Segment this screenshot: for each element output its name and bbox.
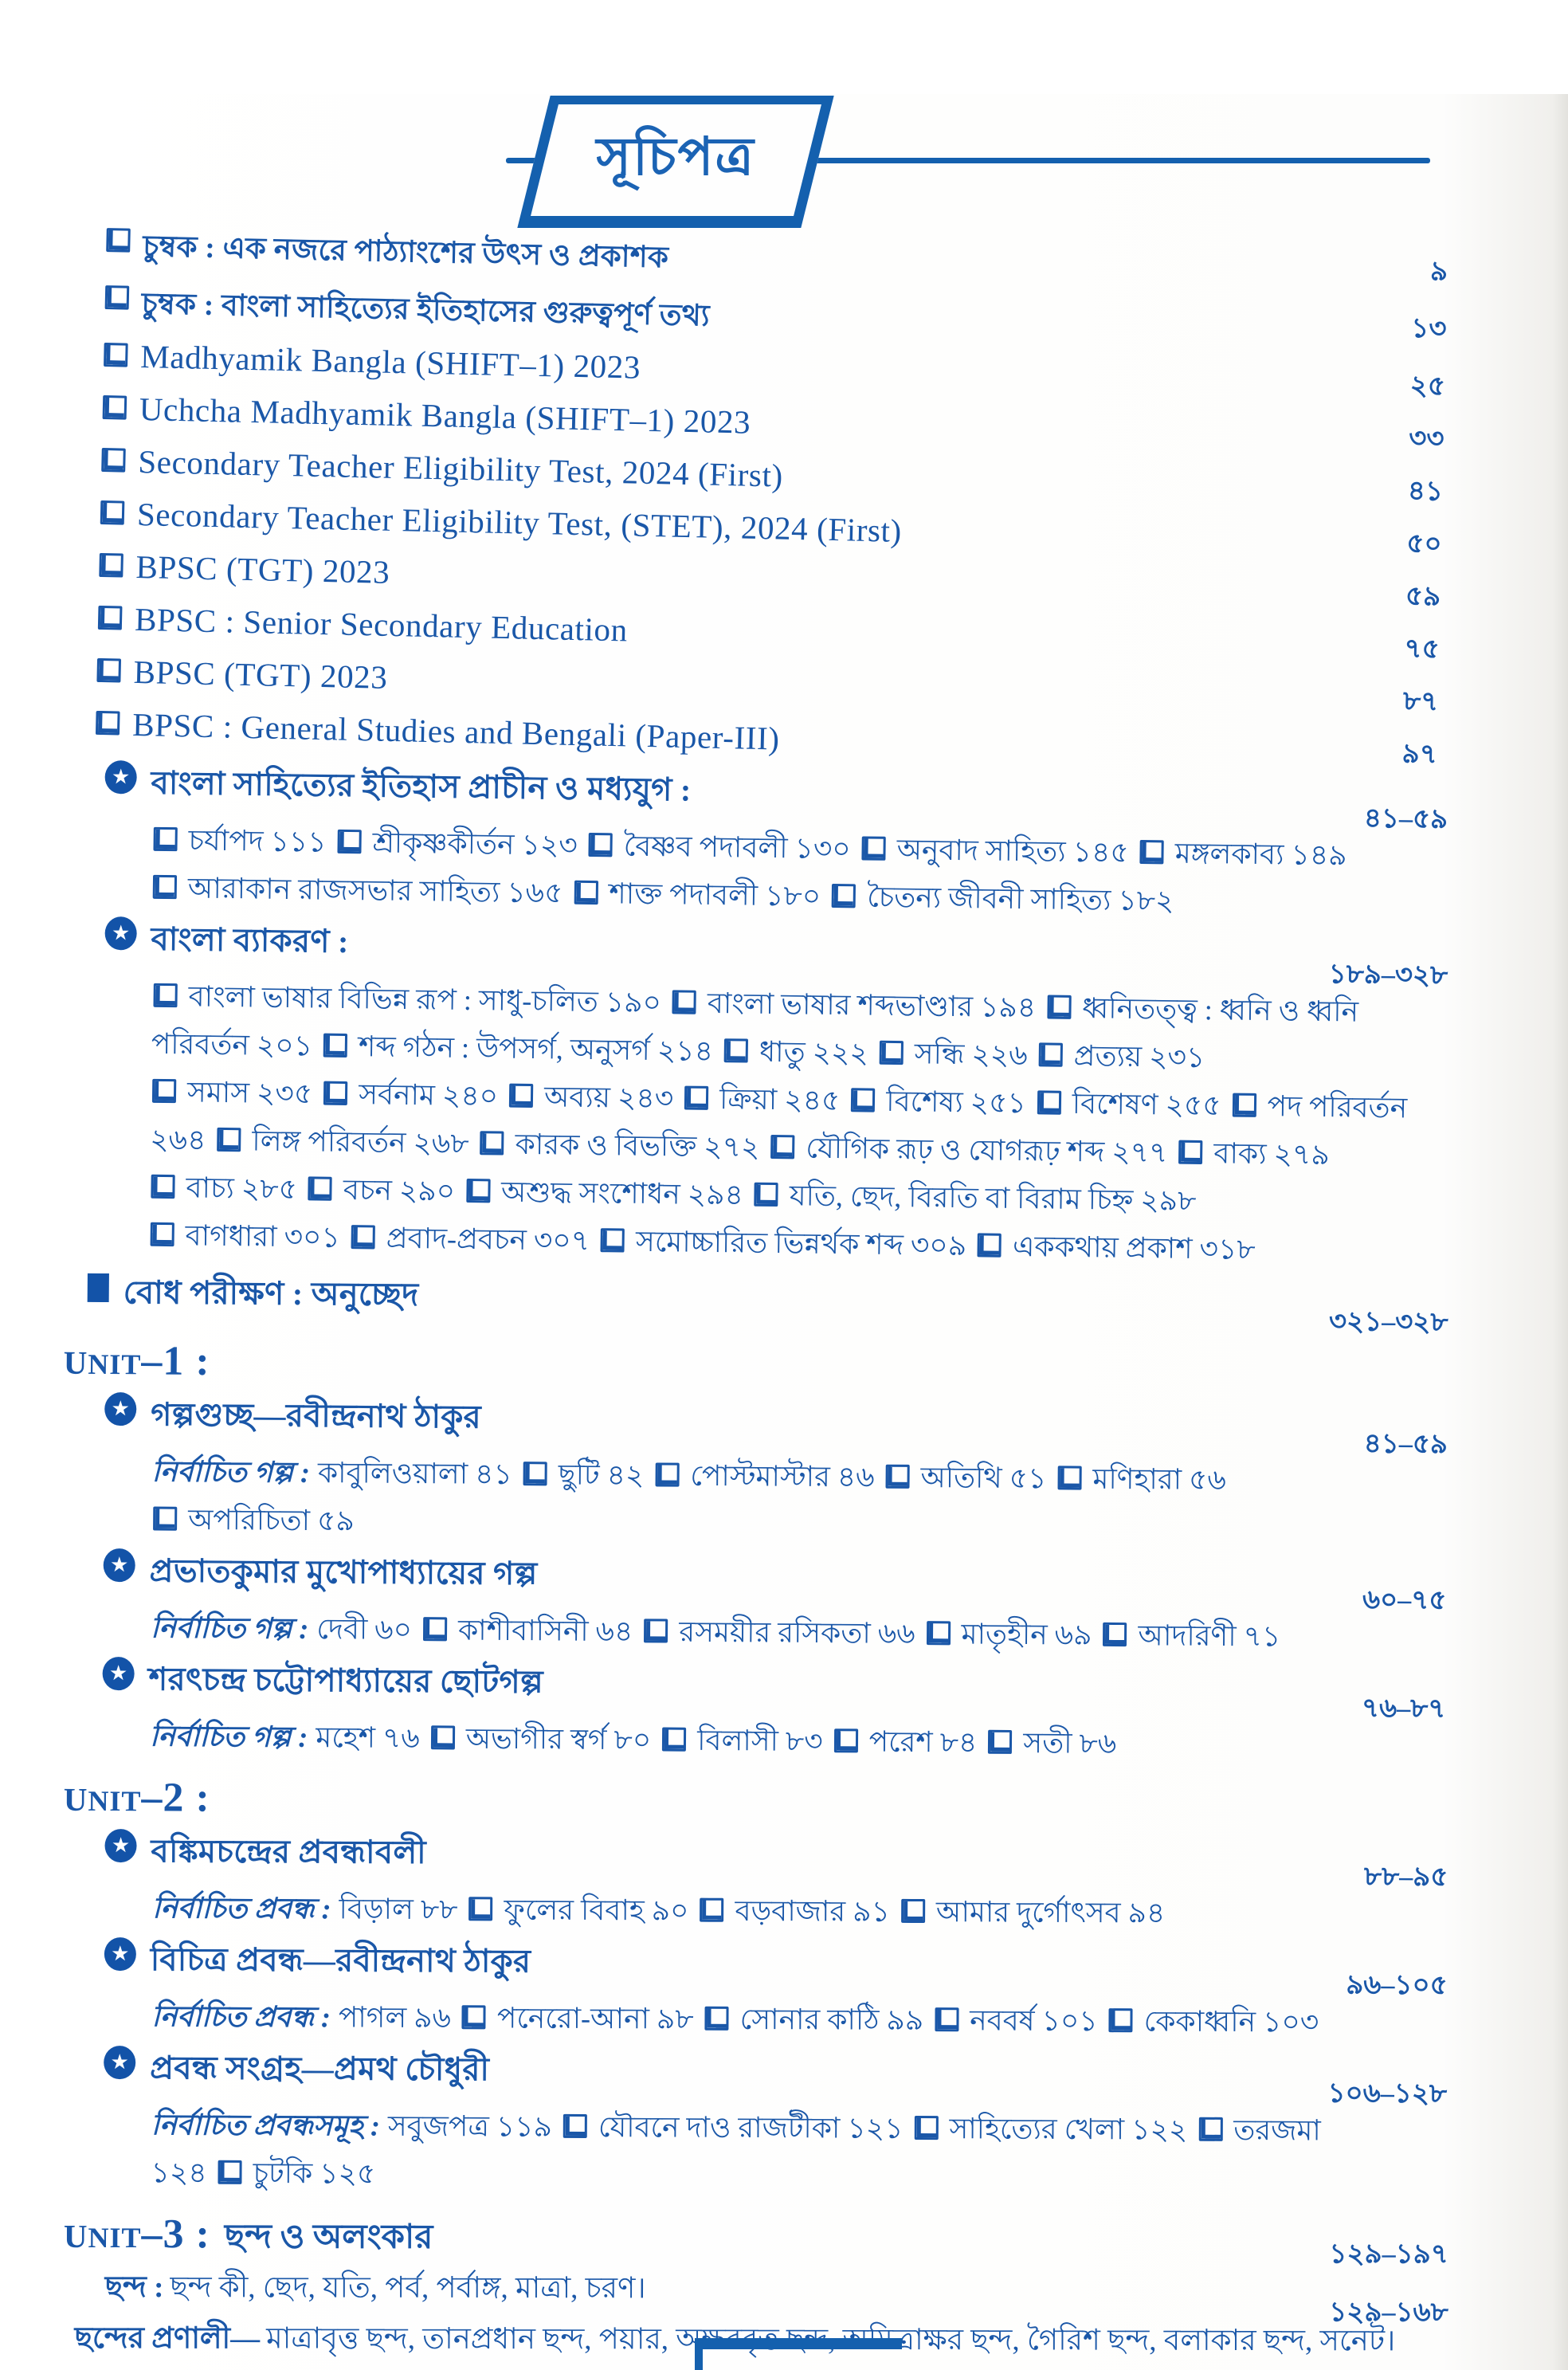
- subtopic-entry: ২৬৪: [150, 1123, 206, 1156]
- subtopic-entry: বিড়াল ৮৮: [339, 1893, 458, 1925]
- star-bullet-icon: [104, 1548, 135, 1582]
- subtopic-entry: অপরিচিতা ৫৯: [188, 1503, 355, 1537]
- checkbox-icon: [705, 2006, 729, 2030]
- toc-item-label: BPSC (TGT) 2023: [133, 653, 388, 696]
- subtopic-entry: কাবুলিওয়ালা ৪১: [317, 1456, 513, 1490]
- subtopic-entry: চুটকি ১২৫: [253, 2156, 376, 2190]
- subtopic-entry: অতিথি ৫১: [920, 1461, 1047, 1495]
- checkbox-icon: [337, 830, 361, 853]
- subtopic-entry: মাতৃহীন ৬৯: [961, 1618, 1092, 1651]
- page-range: ১২৯–১৬৮: [1329, 2297, 1448, 2328]
- toc-subtopics-line: [151, 1497, 1447, 1551]
- title-box: [517, 96, 833, 228]
- checkbox-icon: [755, 1183, 778, 1207]
- toc-subtopics-line: [151, 1995, 1447, 2044]
- toc-section-heading: [104, 913, 1448, 991]
- subtopics-lead: নির্বাচিত গল্প :: [150, 1611, 309, 1645]
- subtopic-entry: বিলাসী ৮৩: [697, 1724, 823, 1757]
- toc-subtopics-line: [150, 1714, 1445, 1768]
- checkbox-icon: [351, 1225, 375, 1249]
- subtopic-entry: সমোচ্চারিত ভিন্নর্থক শব্দ ৩০৯: [635, 1225, 967, 1262]
- checkbox-icon: [100, 500, 125, 525]
- checkbox-icon: [589, 833, 613, 857]
- toc-section-heading: [104, 1826, 1448, 1892]
- subtopic-entry: চৈতন্য জীবনী সাহিত্য ১৮২: [866, 881, 1174, 917]
- square-bullet-icon: [88, 1273, 109, 1302]
- subtopic-entry: শাক্ত পদাবলী ১৮০: [609, 877, 821, 912]
- page-range: ৬০–৭৫: [1362, 1585, 1447, 1616]
- page-range: ১৮৯–৩২৮: [1328, 959, 1448, 991]
- checkbox-icon: [655, 1462, 679, 1486]
- subtopic-entry: পদ পরিবর্তন: [1267, 1090, 1408, 1124]
- subtopic-entry: বিশেষ্য ২৫১: [886, 1085, 1027, 1120]
- subtopic-entry: সবুজপত্র ১১৯: [387, 2109, 553, 2143]
- toc-item-label: Secondary Teacher Eligibility Test, (STET), 2024 (First): [136, 495, 903, 549]
- checkbox-icon: [1178, 1140, 1202, 1164]
- star-bullet-icon: [104, 760, 137, 795]
- checkbox-icon: [431, 1725, 455, 1749]
- toc-item-label: Madhyamik Bangla (SHIFT–1) 2023: [139, 338, 641, 386]
- toc-subtopics-line: [151, 2103, 1447, 2152]
- checkbox-icon: [151, 1222, 174, 1246]
- subtopic-entry: অনুবাদ সাহিত্য ১৪৫: [896, 834, 1129, 869]
- toc-subtopics-line: [151, 2151, 1446, 2200]
- checkbox-icon: [96, 711, 120, 736]
- subtopic-entry: তরজমা: [1233, 2113, 1321, 2147]
- section-title: শরৎচন্দ্র চট্টোপাধ্যায়ের ছোটগল্প: [148, 1661, 543, 1701]
- subtopic-entry: কারক ও বিভক্তি ২৭২: [515, 1128, 760, 1163]
- subtopic-entry: সর্বনাম ২৪০: [358, 1078, 499, 1112]
- unit-heading: [64, 1333, 1448, 1395]
- subtopic-entry: মঙ্গলকাব্য ১৪৯: [1174, 837, 1347, 872]
- checkbox-icon: [1037, 1090, 1061, 1114]
- subtopic-entry: অব্যয় ২৪৩: [543, 1081, 674, 1115]
- checkbox-icon: [644, 1619, 668, 1642]
- unit-heading: [64, 1770, 1448, 1827]
- subtopics-lead: নির্বাচিত গল্প :: [149, 1720, 308, 1753]
- section-title: প্রবন্ধ সংগ্রহ—প্রমথ চৌধুরী: [150, 2049, 490, 2087]
- checkbox-icon: [1140, 840, 1164, 864]
- toc-group-grammar: [100, 913, 1448, 1273]
- unit-title: ছন্দ ও অলংকার: [224, 2218, 433, 2256]
- checkbox-icon: [217, 1128, 241, 1152]
- subtopic-entry: দেবী ৬০: [316, 1612, 413, 1646]
- checkbox-icon: [99, 553, 123, 578]
- page-range: ৮৮–৯৫: [1364, 1862, 1448, 1892]
- page-number: ৫০: [1405, 528, 1442, 559]
- subtopic-entry: পোস্টমাস্টার ৪৬: [690, 1459, 875, 1493]
- subtopic-entry: পরিবর্তন ২০১: [151, 1027, 313, 1062]
- subtopic-entry: বাগধারা ৩০১: [185, 1219, 341, 1254]
- subtopic-entry: প্রবাদ-প্রবচন ৩০৭: [386, 1222, 590, 1257]
- section-title: বিচিত্র প্রবন্ধ—রবীন্দ্রনাথ ঠাকুর: [150, 1940, 531, 1980]
- subtopics-lead: নির্বাচিত গল্প :: [151, 1455, 311, 1489]
- subtopic-entry: আরাকান রাজসভার সাহিত্য ১৬৫: [187, 872, 563, 909]
- toc-item-label: BPSC : Senior Secondary Education: [134, 600, 629, 649]
- subtopic-entry: লিঙ্গ পরিবর্তন ২৬৮: [252, 1124, 469, 1160]
- subtopic-entry: অশুদ্ধ সংশোধন ২৯৪: [500, 1175, 744, 1211]
- checkbox-icon: [1103, 1623, 1127, 1646]
- subtopic-entry: সাহিত্যের খেলা ১২২: [949, 2112, 1188, 2146]
- toc-item-label: Secondary Teacher Eligibility Test, 2024 (First): [137, 442, 784, 494]
- toc-section-heading: [87, 1267, 1448, 1338]
- toc-item-label: চুম্বক : এক নজরে পাঠ্যাংশের উৎস ও প্রকাশক: [142, 230, 669, 275]
- page-number: ১৩: [1410, 313, 1447, 344]
- subtopic-entry: রসময়ীর রসিকতা ৬৬: [679, 1615, 915, 1650]
- subtopic-entry: বৈষ্ণব পদাবলী ১৩০: [623, 830, 851, 865]
- unit-label: unit–1 :: [63, 1332, 210, 1385]
- checkbox-icon: [684, 1086, 708, 1110]
- checkbox-icon: [101, 448, 126, 473]
- scanned-toc-page: [0, 94, 1568, 2370]
- subtopics-lead: নির্বাচিত প্রবন্ধ :: [152, 1891, 331, 1925]
- checkbox-icon: [96, 658, 121, 683]
- subtopic-entry: যৌবনে দাও রাজটীকা ১২১: [598, 2110, 904, 2144]
- checkbox-icon: [724, 1038, 748, 1062]
- section-title: প্রভাতকুমার মুখোপাধ্যায়ের গল্প: [149, 1552, 538, 1592]
- star-bullet-icon: [104, 916, 137, 951]
- checkbox-icon: [105, 285, 130, 310]
- toc-subtopics-line: [151, 1450, 1447, 1503]
- star-bullet-icon: [104, 1392, 136, 1426]
- plain-lead: ছন্দ :: [104, 2270, 164, 2304]
- checkbox-icon: [153, 827, 177, 851]
- checkbox-icon: [914, 2116, 938, 2140]
- checkbox-icon: [462, 2005, 486, 2029]
- section-title: বোধ পরীক্ষণ : অনুচ্ছেদ: [123, 1274, 419, 1313]
- toc-section-heading: [104, 2042, 1448, 2109]
- toc-item-label: চুম্বক : বাংলা সাহিত্যের ইতিহাসের গুরুত্বপূর্ণ তথ্য: [141, 288, 711, 333]
- subtopic-entry: শ্রীকৃষ্ণকীর্তন ১২৩: [372, 826, 578, 861]
- subtopic-entry: আদরিণী ৭১: [1138, 1619, 1281, 1653]
- toc-section-heading: [104, 1389, 1448, 1460]
- checkbox-icon: [509, 1084, 533, 1108]
- checkbox-icon: [151, 1175, 174, 1199]
- subtopic-entry: ছুটি ৪২: [558, 1458, 645, 1492]
- unit-label: unit–2 :: [63, 1768, 210, 1821]
- checkbox-icon: [480, 1131, 504, 1155]
- checkbox-icon: [1057, 1466, 1081, 1489]
- page-number: ৭৫: [1404, 634, 1441, 665]
- subtopic-entry: মণিহারা ৫৬: [1092, 1462, 1227, 1496]
- subtopic-entry: মহেশ ৭৬: [316, 1721, 420, 1754]
- checkbox-icon: [1047, 995, 1071, 1018]
- subtopic-entry: আমার দুর্গোৎসব ৯৪: [935, 1895, 1166, 1929]
- checkbox-icon: [308, 1176, 332, 1200]
- subtopic-entry: বড়বাজার ৯১: [735, 1894, 890, 1928]
- page-number: ৯৭: [1401, 739, 1438, 770]
- checkbox-icon: [901, 1898, 925, 1922]
- subtopic-entry: কেকাধ্বনি ১০৩: [1143, 2004, 1319, 2038]
- subtopic-entry: নববর্ষ ১০১: [970, 2003, 1098, 2037]
- page-range: ৪১–৫৯: [1363, 803, 1448, 835]
- plain-text: ছন্দ : ছন্দ কী, ছেদ, যতি, পর্ব, পর্বাঙ্গ, মাত্রা, চরণ।: [104, 2270, 646, 2305]
- page-number: ২৫: [1409, 371, 1446, 402]
- checkbox-icon: [601, 1228, 625, 1252]
- checkbox-icon: [662, 1727, 686, 1751]
- toc-section-heading: [102, 1654, 1446, 1725]
- page-range: ৭৬–৮৭: [1361, 1693, 1446, 1725]
- subtopic-entry: ধাতু ২২২: [759, 1035, 869, 1069]
- subtopics-lead: নির্বাচিত প্রবন্ধ :: [151, 1999, 331, 2033]
- toc-subtopics-line: [151, 1606, 1446, 1659]
- section-title: বঙ্কিমচন্দ্রের প্রবন্ধাবলী: [151, 1832, 427, 1870]
- checkbox-icon: [886, 1464, 910, 1488]
- checkbox-icon: [862, 836, 886, 860]
- checkbox-icon: [106, 228, 131, 253]
- checkbox-icon: [469, 1897, 493, 1921]
- subtopic-entry: চর্যাপদ ১১১: [188, 824, 327, 858]
- page-number: ৮৭: [1402, 686, 1439, 717]
- subtopic-entry: বাংলা ভাষার শব্দভাণ্ডার ১৯৪: [707, 987, 1037, 1024]
- subtopic-entry: পাগল ৯৬: [338, 2001, 452, 2034]
- page-number: ৩৩: [1408, 423, 1445, 454]
- bottom-cutoff-mark: [695, 2338, 902, 2370]
- toc-group-unit1: [63, 1332, 1448, 1768]
- subtopic-entry: বাক্য ২৭৯: [1213, 1137, 1330, 1171]
- toc-group-top: [94, 222, 1448, 779]
- page-range: ১০৬–১২৮: [1327, 2078, 1448, 2109]
- checkbox-icon: [1198, 2117, 1222, 2140]
- star-bullet-icon: [104, 1937, 136, 1971]
- subtopic-entry: সমাস ২৩৫: [186, 1076, 313, 1110]
- checkbox-icon: [700, 1897, 723, 1921]
- subtopic-entry: বিশেষণ ২৫৫: [1072, 1087, 1221, 1122]
- checkbox-icon: [423, 1617, 447, 1641]
- checkbox-icon: [851, 1088, 875, 1112]
- page-range: ৩২১–৩২৮: [1328, 1307, 1448, 1338]
- checkbox-icon: [978, 1233, 1002, 1257]
- plain-text: ছন্দের প্রণালী— মাত্রাবৃত্ত ছন্দ, তানপ্রধান ছন্দ, পয়ার, অক্ষরবৃত্ত ছন্দ, অমিত্রাক্ষর ছন্দ, গৈরিশ ছন্দ, বলাকার ছন্দ, সনেট।: [74, 2321, 1396, 2357]
- unit-label: unit–3 :: [63, 2205, 210, 2258]
- page-number: ৯: [1429, 257, 1448, 287]
- section-title: গল্পগুচ্ছ—রবীন্দ্রনাথ ঠাকুর: [151, 1396, 482, 1435]
- toc-group-history: [104, 757, 1448, 926]
- page-number: ৪১: [1407, 476, 1444, 507]
- checkbox-icon: [153, 983, 177, 1007]
- checkbox-icon: [935, 2007, 958, 2031]
- subtopic-entry: যৌগিক রূঢ় ও যোগরূঢ় শব্দ ২৭৭: [806, 1132, 1168, 1169]
- toc-group-bodh: [104, 1267, 1448, 1338]
- toc-subtopics-line: [152, 1886, 1448, 1936]
- checkbox-icon: [1038, 1042, 1062, 1066]
- page-range: ১২৯–১৯৭: [1329, 2239, 1448, 2270]
- checkbox-icon: [523, 1462, 547, 1485]
- unit-heading: [63, 2205, 1448, 2270]
- toc-section-heading: [103, 1545, 1447, 1616]
- subtopic-entry: বচন ২৯০: [343, 1173, 456, 1207]
- subtopic-entry: যতি, ছেদ, বিরতি বা বিরাম চিহ্ন ২৯৮: [789, 1179, 1197, 1217]
- checkbox-icon: [323, 1034, 347, 1057]
- toc-item-label: BPSC (TGT) 2023: [135, 547, 390, 591]
- subtopic-entry: এককথায় প্রকাশ ৩১৮: [1012, 1230, 1256, 1265]
- checkbox-icon: [104, 343, 128, 367]
- checkbox-icon: [103, 395, 127, 420]
- checkbox-icon: [466, 1179, 490, 1203]
- subtopic-entry: ১২৪: [151, 2156, 207, 2189]
- checkbox-icon: [1232, 1093, 1256, 1117]
- subtopic-entry: বাচ্য ২৮৫: [186, 1171, 298, 1206]
- checkbox-icon: [834, 1728, 858, 1752]
- plain-lead: ছন্দের প্রণালী—: [74, 2321, 261, 2355]
- subtopic-entry: পরেশ ৮৪: [868, 1725, 978, 1759]
- checkbox-icon: [98, 606, 123, 630]
- page-range: ৯৬–১০৫: [1346, 1970, 1448, 2000]
- subtopic-entry: শব্দ গঠন : উপসর্গ, অনুসর্গ ২১৪: [358, 1030, 714, 1068]
- star-bullet-icon: [104, 2046, 135, 2079]
- checkbox-icon: [672, 990, 696, 1014]
- subtopic-entry: অভাগীর স্বর্গ ৮০: [465, 1722, 652, 1756]
- checkbox-icon: [880, 1041, 904, 1065]
- checkbox-icon: [1109, 2008, 1133, 2032]
- subtopic-entry: ধ্বনিতত্ত্ব : ধ্বনি ও ধ্বনি: [1081, 992, 1359, 1028]
- subtopic-entry: ফুলের বিবাহ ৯০: [504, 1893, 689, 1927]
- subtopic-entry: সোনার কাঠি ৯৯: [739, 2003, 924, 2036]
- checkbox-icon: [770, 1135, 794, 1159]
- checkbox-icon: [218, 2160, 242, 2184]
- toc-content: [0, 222, 1568, 2360]
- subtopic-entry: বাংলা ভাষার বিভিন্ন রূপ : সাধু-চলিত ১৯০: [188, 980, 662, 1019]
- checkbox-icon: [574, 881, 598, 904]
- subtopic-entry: সন্ধি ২২৬: [914, 1038, 1028, 1072]
- subtopic-entry: ক্রিয়া ২৪৫: [719, 1083, 841, 1117]
- star-bullet-icon: [104, 1829, 136, 1862]
- page-title: সূচিপত্র: [596, 128, 756, 186]
- checkbox-icon: [152, 1079, 176, 1103]
- toc-item-label: BPSC : General Studies and Bengali (Paper-III): [131, 705, 781, 757]
- subtopics-lead: নির্বাচিত প্রবন্ধসমূহ :: [151, 2108, 381, 2142]
- star-bullet-icon: [102, 1657, 134, 1690]
- section-title: বাংলা ব্যাকরণ :: [151, 920, 349, 960]
- subtopic-entry: কাশীবাসিনী ৬৪: [457, 1614, 633, 1648]
- checkbox-icon: [563, 2113, 587, 2137]
- toc-item-label: Uchcha Madhyamik Bangla (SHIFT–1) 2023: [139, 390, 751, 441]
- section-title: বাংলা সাহিত্যের ইতিহাস প্রাচীন ও মধ্যযুগ :: [151, 764, 692, 808]
- subtopic-entry: প্রত্যয় ২৩১: [1073, 1039, 1205, 1074]
- checkbox-icon: [153, 875, 177, 899]
- title-banner: [0, 94, 1568, 222]
- page-number: ৫৯: [1405, 581, 1441, 612]
- checkbox-icon: [988, 1730, 1012, 1754]
- toc-plain-line: [104, 2266, 1448, 2328]
- toc-group-unit2: [63, 1768, 1448, 2200]
- subtopic-entry: সতী ৮৬: [1023, 1726, 1117, 1760]
- toc-section-heading: [104, 1934, 1448, 2000]
- checkbox-icon: [926, 1621, 950, 1645]
- checkbox-icon: [832, 884, 856, 908]
- checkbox-icon: [153, 1506, 177, 1530]
- page-range: ৪১–৫৯: [1363, 1429, 1448, 1460]
- checkbox-icon: [323, 1081, 347, 1105]
- subtopic-entry: পনেরো-আনা ৯৮: [496, 2002, 694, 2035]
